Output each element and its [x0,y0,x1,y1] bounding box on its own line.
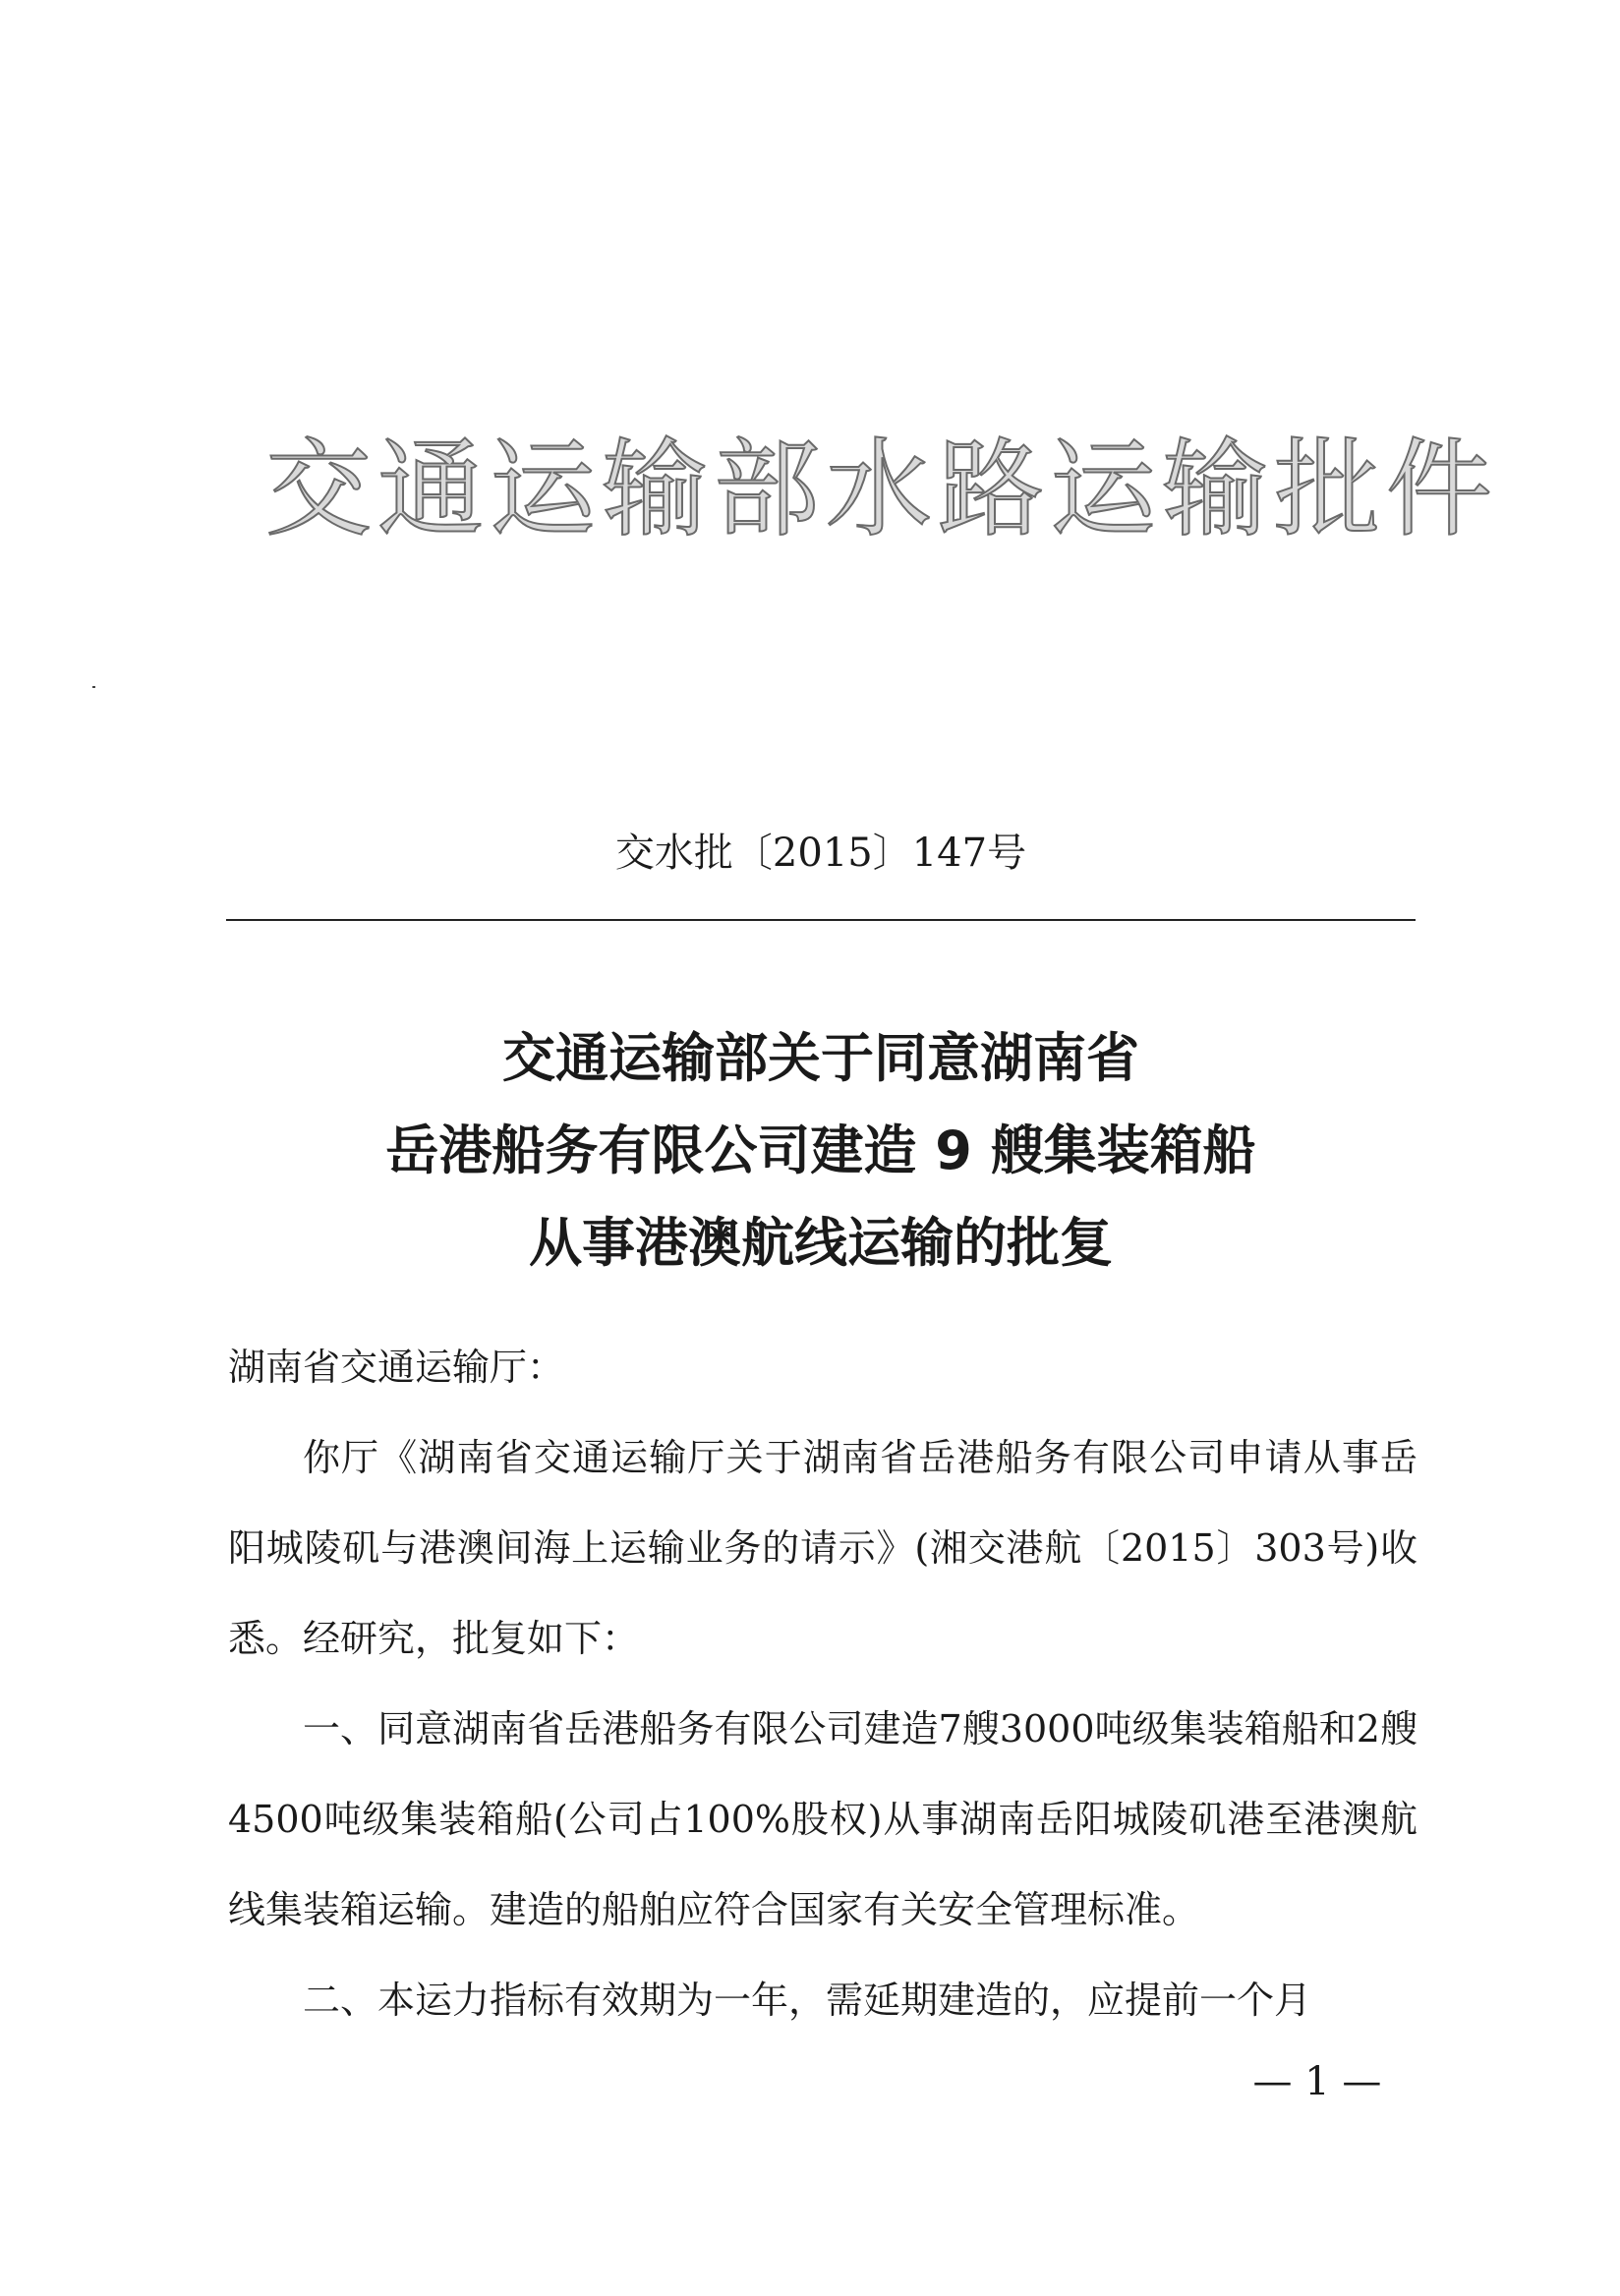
document-title [226,1012,1416,1290]
header-divider [226,919,1416,921]
document-body [228,1322,1418,2045]
title-line: 交通运输部关于同意湖南省 [502,1027,1139,1089]
body-paragraph: 二、本运力指标有效期为一年，需延期建造的，应提前一个月 [303,1979,1312,2022]
document-header: 交通运输部水路运输批件 [265,429,1499,551]
body-paragraph: 一、同意湖南省岳港船务有限公司建造7艘3000吨级集装箱船和2艘4500吨级集装箱船(公司占100%股权)从事湖南岳阳城陵矶港至港澳航线集装箱运输。建造的船舶应符合国家有关安全管理标准。 [228,1707,1418,1931]
document-number: 交水批〔2015〕147号 [614,831,1027,876]
title-line: 从事港澳航线运输的批复 [529,1212,1113,1274]
title-line: 岳港船务有限公司建造 9 艘集装箱船 [385,1119,1256,1181]
body-paragraph: 你厅《湖南省交通运输厅关于湖南省岳港船务有限公司申请从事岳阳城陵矶与港澳间海上运输业务的请示》(湘交港航〔2015〕303号)收悉。经研究，批复如下： [228,1436,1418,1660]
recipient-line: 湖南省交通运输厅： [228,1346,565,1389]
page-number: — 1 — [1252,2059,1382,2104]
scan-speck [92,686,95,688]
